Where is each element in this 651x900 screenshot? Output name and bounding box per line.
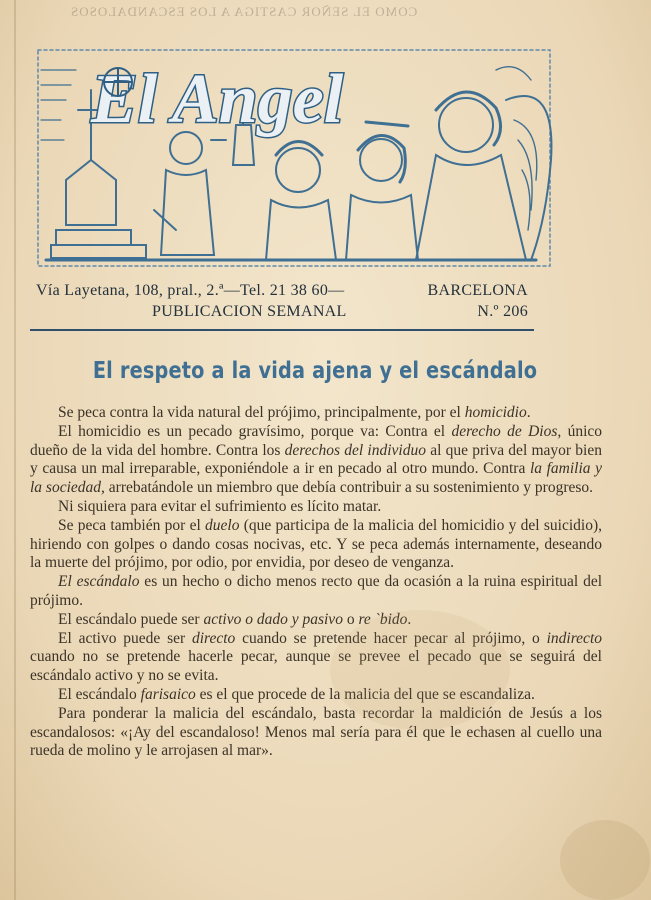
issue-number: N.º 206 <box>477 303 528 320</box>
bleed-through-header: COMO EL SEÑOR CASTIGA A LOS ESCANDALOSOS <box>70 4 418 19</box>
page-fold-shadow <box>14 0 16 900</box>
paragraph-1: Se peca contra la vida natural del prójimo, principalmente, por el homicidio. <box>58 404 531 421</box>
masthead-illustration <box>36 30 556 270</box>
address-text: Vía Layetana, 108, pral., 2.ª—Tel. 21 38 60— <box>36 282 345 299</box>
paragraph-4: Se peca también por el duelo (que participa de la malicia del homicidio y del suicidio), hiriendo con golpes o dando cosas nocivas, etc. Y se peca además internamente, deseando la muerte del prójimo, por odio, por envidia, por deseo de venganza. <box>30 516 602 572</box>
paragraph-2: El homicidio es un pecado gravísimo, porque va: Contra el derecho de Dios, único dueño de la vida del hombre. Contra los derechos del individuo al que priva del mayor bien y causa un mal irreparable, exponiéndole a ir en pecado al otro mundo. Contra la familia y la sociedad, arrebatándole un miembro que debía contribuir a su sostenimiento y progreso. <box>30 422 603 497</box>
paragraph-8: El escándalo farisaico es el que procede de la malicia del que se escandaliza. <box>58 685 535 703</box>
paper-stain <box>560 820 650 900</box>
article-title: El respeto a la vida ajena y el escándalo <box>92 358 538 384</box>
paragraph-5: El escándalo es un hecho o dicho menos recto que da ocasión a la ruina espiritual del prójimo. <box>30 573 603 609</box>
header-rule <box>30 329 534 331</box>
city: BARCELONA <box>427 282 528 299</box>
paragraph-9: Para ponderar la malicia del escándalo, basta recordar la maldición de Jesús a los escandalosos: «¡Ay del escandaloso! Menos mal sería para él que le echasen al cuello una rueda de molino y le arrojasen al mar». <box>30 704 602 760</box>
article-body <box>30 404 602 761</box>
paragraph-6: El escándalo puede ser activo o dado y pasivo o re `bido. <box>58 610 412 628</box>
paragraph-3: Ni siquiera para evitar el sufrimiento es lícito matar. <box>58 497 382 515</box>
address-line <box>36 282 528 300</box>
logo-el-angel: El Angel <box>91 61 344 138</box>
publication-label: PUBLICACION SEMANAL <box>152 303 347 320</box>
paragraph-7: El activo puede ser directo cuando se pretende hacer pecar al prójimo, o indirecto cuando no se pretende hacerle pecar, aunque se prevee el pecado que se seguirá del escándalo activo y no se evita. <box>30 629 602 685</box>
